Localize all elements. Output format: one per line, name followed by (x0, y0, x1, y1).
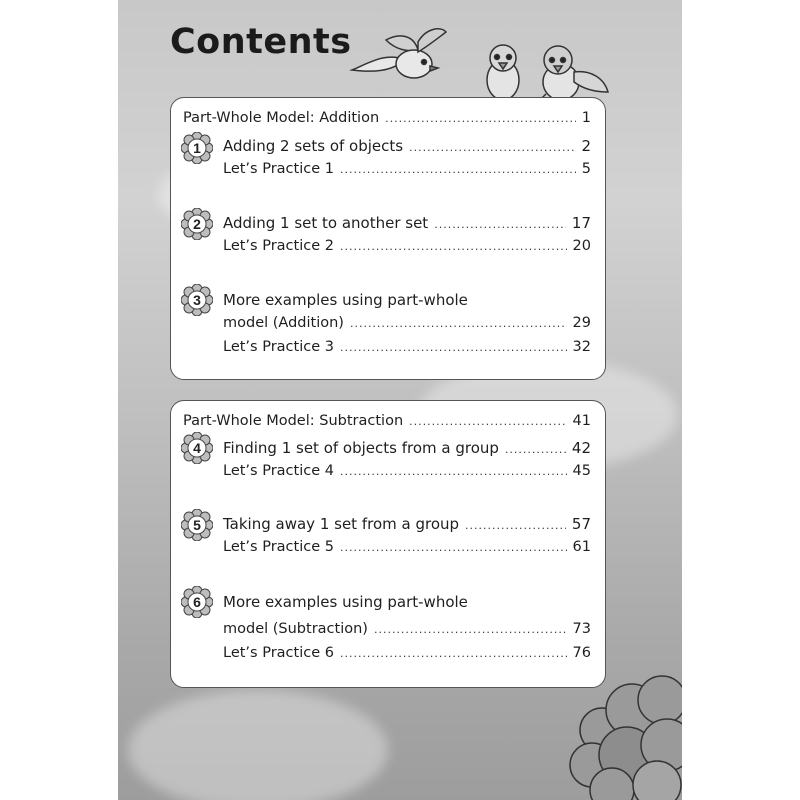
chapter-number: 3 (193, 292, 201, 308)
practice-title: Let’s Practice 3 (223, 339, 334, 355)
toc-chapter-row[interactable] (223, 439, 591, 457)
leader-dots (340, 647, 567, 660)
page-number: 61 (572, 539, 591, 555)
flower-badge-icon (181, 509, 213, 541)
practice-title: Let’s Practice 5 (223, 539, 334, 555)
chapter-number: 5 (193, 517, 201, 533)
page-number: 57 (571, 515, 591, 533)
flower-badge-icon (181, 586, 213, 618)
toc-practice-row[interactable] (223, 238, 591, 254)
page-number: 2 (581, 137, 591, 155)
page-number: 76 (572, 645, 591, 661)
leader-dots (340, 465, 567, 478)
chapter-title-line1: More examples using part-whole (223, 593, 468, 611)
page-number: 41 (572, 413, 591, 429)
chapter-title: Taking away 1 set from a group (223, 515, 460, 533)
leader-dots (374, 623, 567, 636)
page-number: 42 (571, 439, 591, 457)
page-number: 5 (581, 161, 591, 177)
cloud-decoration (128, 690, 388, 800)
practice-title: Let’s Practice 1 (223, 161, 334, 177)
toc-heading-row[interactable] (183, 110, 591, 126)
section-subtraction (170, 400, 606, 688)
leader-dots (385, 112, 576, 125)
chapter-title: Adding 1 set to another set (223, 214, 429, 232)
toc-practice-row[interactable] (223, 645, 591, 661)
toc-chapter-row[interactable] (223, 214, 591, 232)
section-heading: Part-Whole Model: Addition (183, 110, 380, 126)
toc-chapter-row[interactable] (223, 515, 591, 533)
leader-dots (340, 541, 567, 554)
page-number: 32 (572, 339, 591, 355)
leader-dots (340, 163, 576, 176)
practice-title: Let’s Practice 4 (223, 463, 334, 479)
chapter-title: Adding 2 sets of objects (223, 137, 404, 155)
toc-practice-row[interactable] (223, 339, 591, 355)
page-number: 45 (572, 463, 591, 479)
leader-dots (409, 415, 566, 428)
chapter-title: model (Addition) (223, 315, 344, 331)
page-number: 29 (572, 315, 591, 331)
chapter-number: 2 (193, 216, 201, 232)
toc-practice-row[interactable] (223, 539, 591, 555)
flower-badge-icon (181, 132, 213, 164)
chapter-number: 1 (193, 140, 201, 156)
chapter-title-line1: More examples using part-whole (223, 291, 468, 309)
page-number: 73 (572, 621, 591, 637)
page-title: Contents (170, 22, 352, 62)
toc-heading-row[interactable] (183, 413, 591, 429)
page-number: 17 (571, 214, 591, 232)
leader-dots (465, 519, 566, 532)
leader-dots (340, 341, 567, 354)
practice-title: Let’s Practice 2 (223, 238, 334, 254)
contents-page (118, 0, 682, 800)
leader-dots (350, 317, 567, 330)
practice-title: Let’s Practice 6 (223, 645, 334, 661)
leader-dots (434, 218, 566, 231)
toc-practice-row[interactable] (223, 463, 591, 479)
page-number: 1 (581, 110, 591, 126)
flower-badge-icon (181, 432, 213, 464)
chapter-title: Finding 1 set of objects from a group (223, 439, 499, 457)
flower-badge-icon (181, 284, 213, 316)
leader-dots (340, 240, 567, 253)
leader-dots (505, 443, 566, 456)
chapter-number: 6 (193, 594, 201, 610)
section-addition (170, 97, 606, 380)
tree-icon (562, 670, 682, 800)
toc-practice-row[interactable] (223, 161, 591, 177)
section-heading: Part-Whole Model: Subtraction (183, 413, 404, 429)
leader-dots (409, 141, 575, 154)
toc-chapter-row[interactable] (223, 315, 591, 331)
toc-chapter-row[interactable] (223, 621, 591, 637)
page-number: 20 (572, 238, 591, 254)
chapter-number: 4 (193, 440, 201, 456)
toc-chapter-row[interactable] (223, 137, 591, 155)
flower-badge-icon (181, 208, 213, 240)
chapter-title: model (Subtraction) (223, 621, 368, 637)
